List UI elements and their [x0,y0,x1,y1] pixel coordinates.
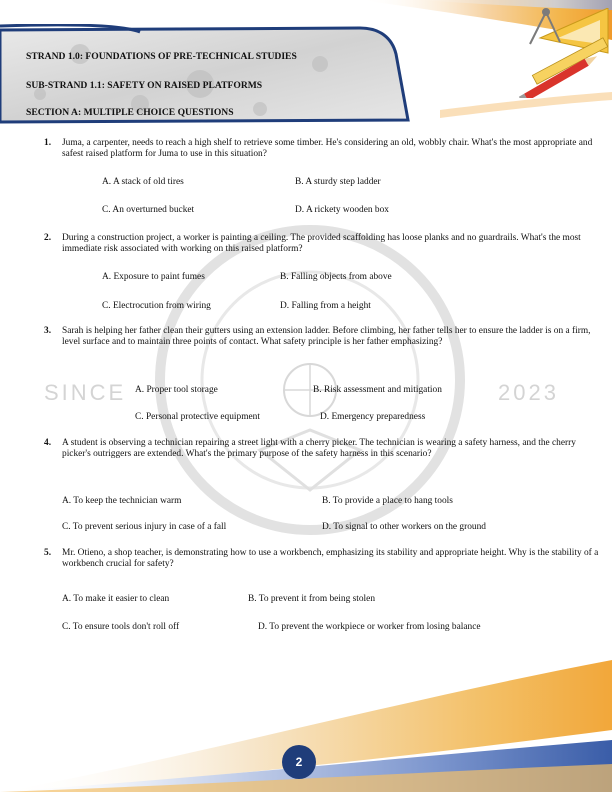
question-1-option-b[interactable]: B. A sturdy step ladder [295,177,381,187]
question-4-text: A student is observing a technician repairing a street light with a cherry picker. The technician is wearing a safety harness, and the cherry picker's outriggers are extended. What's the primary purpose of the safety harness in this scenario? [62,438,576,460]
question-2-option-a[interactable]: A. Exposure to paint fumes [102,272,205,282]
question-4-number: 4. [44,438,52,448]
question-4-option-b[interactable]: B. To provide a place to hang tools [322,496,453,506]
watermark-seal [150,160,470,600]
pencil-icon [519,53,599,98]
question-2-text: During a construction project, a worker is painting a ceiling. The provided scaffolding has loose planks and no guardrails. What's the most immediate risk associated with working on this raised platform? [62,233,581,255]
question-1-option-a[interactable]: A. A stack of old tires [102,177,184,187]
question-3-option-c[interactable]: C. Personal protective equipment [135,412,260,422]
sub-strand-title: SUB-STRAND 1.1: SAFETY ON RAISED PLATFORMS [26,80,263,91]
question-2-number: 2. [44,233,52,243]
question-1-option-d[interactable]: D. A rickety wooden box [295,205,389,215]
question-3-text: Sarah is helping her father clean their gutters using an extension ladder. Before climbing, her father tells her to ensure the ladder is on a firm, level surface and to maintain three points of contact. What safety principle is her father emphasizing? [62,326,591,348]
strand-title: STRAND 1.0: FOUNDATIONS OF PRE-TECHNICAL STUDIES [26,51,297,62]
section-title: SECTION A: MULTIPLE CHOICE QUESTIONS [26,107,234,118]
question-5-option-b[interactable]: B. To prevent it from being stolen [248,594,376,604]
watermark-year: 2023 [498,380,559,405]
question-4-option-a[interactable]: A. To keep the technician warm [62,496,182,506]
drafting-tools-illustration [500,8,612,98]
watermark-since: SINCE [44,380,127,405]
page-number-badge: 2 [282,745,316,779]
question-5-option-c[interactable]: C. To ensure tools don't roll off [62,622,180,632]
question-4-option-d[interactable]: D. To signal to other workers on the ground [322,522,486,532]
question-1-text: Juma, a carpenter, needs to reach a high shelf to retrieve some timber. He's considering an old, wobbly chair. What's the most appropriate and safest raised platform for Juma to use in this situation? [62,138,593,160]
question-5-option-d[interactable]: D. To prevent the workpiece or worker from losing balance [258,622,481,632]
question-5-option-a[interactable]: A. To make it easier to clean [62,594,170,604]
question-2-option-b[interactable]: B. Falling objects from above [280,272,392,282]
question-3-option-d[interactable]: D. Emergency preparedness [320,412,426,422]
question-5-text: Mr. Otieno, a shop teacher, is demonstrating how to use a workbench, emphasizing its stability and appropriate height. Why is the stability of a workbench crucial for safety? [62,548,599,570]
question-4-option-c[interactable]: C. To prevent serious injury in case of a fall [62,522,227,532]
question-3-option-a[interactable]: A. Proper tool storage [135,385,218,395]
question-2-option-c[interactable]: C. Electrocution from wiring [102,301,211,311]
question-3-number: 3. [44,326,52,336]
question-1-option-c[interactable]: C. An overturned bucket [102,205,195,215]
question-1-number: 1. [44,138,52,148]
question-2-option-d[interactable]: D. Falling from a height [280,301,371,311]
question-3-option-b[interactable]: B. Risk assessment and mitigation [313,385,442,395]
question-5-number: 5. [44,548,52,558]
